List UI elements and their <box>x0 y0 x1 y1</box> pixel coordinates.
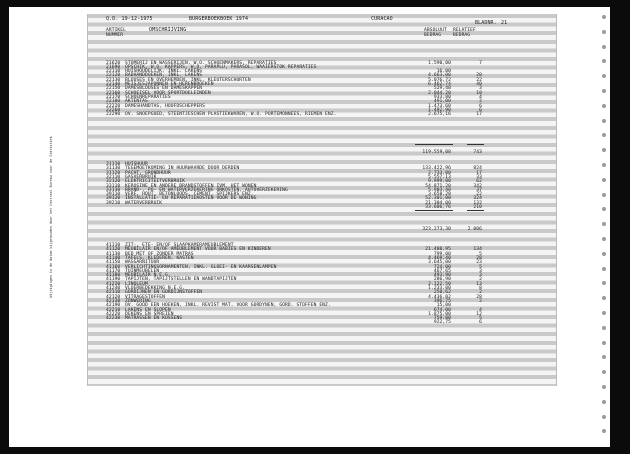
row-code: 42110 <box>106 290 121 296</box>
row-absolute: 724,00 <box>433 264 451 270</box>
row-description: INSTALLATIE- EN REPARATIEKOSTEN VOOR DE WONING <box>125 196 257 202</box>
row-absolute: 4.663,00 <box>428 73 451 79</box>
row-code: 33110 <box>106 183 121 189</box>
row-code: 32110 <box>106 174 121 180</box>
row-description: VERLICHTINGSORNAMENTEN, INKL. GLOEI- EN KAARSENLAMPEN <box>125 264 277 270</box>
feed-hole <box>602 281 606 285</box>
column-code-header: ARTIKEL NUMMER <box>106 28 127 38</box>
row-relative: 33 <box>476 174 482 180</box>
row-code: 41160 <box>106 264 121 270</box>
row-description: DAMESHANDTAS, HOOFDSCHEPPERS <box>125 103 206 109</box>
feed-hole <box>602 193 606 197</box>
feed-hole <box>602 207 606 211</box>
row-code: 41220 <box>106 281 121 287</box>
row-code: 41190 <box>106 277 121 283</box>
row-relative: 17 <box>476 112 482 118</box>
row-code: 21620 <box>106 60 121 66</box>
feed-hole <box>602 355 606 359</box>
row-description: BLOUSES EN OVERHEMDEN, INKL. KLEUTERSCHORTEN <box>125 77 251 83</box>
feed-hole <box>602 15 606 19</box>
row-code: 39120 <box>106 196 121 202</box>
feed-hole <box>602 89 606 93</box>
row-description: OPSCHIK, W.O. KAPPERS, W.O. PARAPLU, PARASOL, WAAIERSTOK REPARATIES <box>125 64 317 70</box>
row-absolute: 1.875,00 <box>428 311 451 317</box>
row-code: 41240 <box>106 286 121 291</box>
row-code: 22110 <box>106 69 121 75</box>
row-relative: 6 <box>479 320 482 326</box>
row-code: 22140 <box>106 82 121 87</box>
row-absolute: 4.469,40 <box>428 255 451 261</box>
row-relative: 7 <box>479 60 482 66</box>
feed-hole <box>602 429 606 433</box>
tractor-feed-holes <box>598 7 610 447</box>
row-relative: 6 <box>479 103 482 109</box>
row-absolute: 1.492,90 <box>428 107 451 113</box>
row-code: 22290 <box>106 112 121 118</box>
row-description: LAKENS EN SLOPEN <box>125 307 171 313</box>
total-rule <box>467 144 484 145</box>
row-code: 22170 <box>106 94 121 100</box>
column-relative-header: RELATIEF BEDRAG <box>453 28 476 38</box>
row-description: TUINMEUBELEN <box>125 268 160 274</box>
row-description: ZIT-, ETE- EN/OF SLAAPKAMERAMEUBLEMENT <box>125 243 234 248</box>
row-absolute: 799,00 <box>433 251 451 257</box>
row-code: 42120 <box>106 294 121 300</box>
scanned-sheet <box>9 7 610 447</box>
row-absolute: 2.044,20 <box>428 90 451 96</box>
row-absolute: 396,75 <box>433 298 451 304</box>
row-absolute: 21.480,95 <box>425 247 451 253</box>
feed-hole <box>602 222 606 226</box>
row-absolute: 6.462,74 <box>428 82 451 87</box>
total-rule <box>415 144 453 145</box>
feed-hole <box>602 341 606 345</box>
row-description: GORDIJNEN EN GORDIJNSTOFFEN <box>125 290 203 296</box>
row-absolute: 5.557,13 <box>428 174 451 180</box>
feed-hole <box>602 30 606 34</box>
row-relative: 4 <box>479 307 482 313</box>
feed-hole <box>602 178 606 182</box>
row-relative: 18 <box>476 90 482 96</box>
row-code: 22160 <box>106 90 121 96</box>
header-place: CURACAO <box>371 16 393 22</box>
row-relative: 22 <box>476 77 482 83</box>
row-code: 41150 <box>106 260 121 266</box>
row-code: 39210 <box>106 200 121 206</box>
row-relative: 2 <box>479 290 482 296</box>
column-description-header: OMSCHRIJVING <box>149 27 187 33</box>
row-absolute: 529,40 <box>433 86 451 92</box>
row-relative: 13 <box>476 281 482 287</box>
column-absolute-header: ABSOLUUT BEDRAG <box>424 28 447 38</box>
row-relative: 40 <box>476 82 482 87</box>
row-description: VITRAGESTOFFEN <box>125 294 166 300</box>
row-description: DEKENS EN SPREIEN <box>125 311 174 317</box>
row-relative: 3 <box>479 268 482 274</box>
row-absolute: 286,90 <box>433 277 451 283</box>
row-code: 22130 <box>106 77 121 83</box>
row-absolute: 16,00 <box>436 69 451 75</box>
row-relative: 17 <box>476 170 482 176</box>
row-absolute: 4.436,02 <box>428 294 451 300</box>
feed-hole <box>602 148 606 152</box>
row-relative: 824 <box>473 166 482 172</box>
row-relative: 22 <box>476 192 482 198</box>
group-total-absolute: 119.559,08 <box>422 150 451 155</box>
row-absolute: 2.675,16 <box>428 112 451 118</box>
row-relative: 3 <box>479 86 482 92</box>
row-absolute: 21.304,00 <box>425 200 451 206</box>
row-relative: 5 <box>479 316 482 322</box>
row-absolute: 250,62 <box>433 290 451 296</box>
row-description: STOMERIJ EN WASSERIJEN, W.O. SCHOENMAKERS, REPARATIES <box>125 60 277 66</box>
row-absolute: 2.122,50 <box>428 281 451 287</box>
row-absolute: 9.999,00 <box>428 179 451 185</box>
row-absolute: 3.658,28 <box>428 192 451 198</box>
row-description: TEGEMOETKOMING IN HUURWAARDE DOOR DERDEN <box>125 166 240 172</box>
row-relative: 37 <box>476 187 482 193</box>
row-description: GASVERBRUIK <box>125 174 157 180</box>
row-code: 41170 <box>106 268 121 274</box>
row-relative: 2 <box>479 298 482 304</box>
row-relative: 2 <box>479 99 482 105</box>
row-description: PACHT, GRONDHUUR <box>125 170 171 176</box>
printout-paper <box>87 14 557 386</box>
row-description: SCHOENREPARATIES <box>125 94 171 100</box>
row-description: WASGARNITUUR <box>125 260 160 266</box>
row-code: 32120 <box>106 179 121 185</box>
row-description: VLOERBEDEKKING N.E.G. <box>125 286 186 291</box>
row-code: 33130 <box>106 187 121 193</box>
row-code: 41130 <box>106 251 121 257</box>
feed-hole <box>602 45 606 49</box>
row-relative: 8 <box>479 286 482 291</box>
row-code: 42210 <box>106 307 121 313</box>
row-relative: 342 <box>473 183 482 189</box>
row-code: 42230 <box>106 316 121 322</box>
feed-hole <box>602 74 606 78</box>
row-description: OV. SNOEPGOED, STEENTJESCHEN PLASTIEKWAREN, W.O. PORTEMONNEES, RIEMEN ENZ. <box>125 112 337 118</box>
row-absolute: 491,00 <box>433 99 451 105</box>
row-absolute: 33.606,76 <box>425 205 451 210</box>
row-absolute: 674,00 <box>433 307 451 313</box>
row-description: AKTENTAS <box>125 99 148 105</box>
row-code: 41180 <box>106 273 121 279</box>
row-description: TAFELS, KLEDEREN, KASTEN <box>125 255 194 261</box>
group-total-absolute: 323.273,30 <box>422 227 451 232</box>
row-relative: 28 <box>476 255 482 261</box>
row-relative: 2 <box>479 277 482 283</box>
feed-hole <box>602 119 606 123</box>
group-total-relative: 743 <box>473 150 482 155</box>
row-absolute: 15,00 <box>436 303 451 309</box>
feed-hole <box>602 267 606 271</box>
feed-hole <box>602 415 606 419</box>
row-description: MEUBILAIR N.E.G. <box>125 273 171 279</box>
row-absolute: 493,90 <box>433 273 451 279</box>
row-relative: 3 <box>479 273 482 279</box>
row-description: WATERVERBRUIK <box>125 200 163 206</box>
page-label: BLADNR. <box>475 20 497 26</box>
row-code: 41140 <box>106 255 121 261</box>
row-relative: 324 <box>473 196 482 202</box>
row-description: BRAND-, PO- EN WATERVERZEKERING ONKOSTEN, AUTOVERZEKERING <box>125 187 288 193</box>
row-description: LINOLEUM <box>125 281 148 287</box>
row-absolute: 5.903,40 <box>428 187 451 193</box>
row-code: 22150 <box>106 86 121 92</box>
row-code: 31130 <box>106 166 121 172</box>
row-code: 41110 <box>106 243 121 248</box>
row-description: DAMESBLOUSES EN DAMESKAPPEN <box>125 86 203 92</box>
row-description: SCHOEISEL VOOR SPORTDOELEINDEN <box>125 90 211 96</box>
row-absolute: 54.871,20 <box>425 183 451 189</box>
row-code: 39110 <box>106 192 121 198</box>
row-code: 22260 <box>106 107 121 113</box>
side-note: Wijzigingen in de datum bijgehouden door het Centraal Bureau voor de Statistiek <box>49 136 53 298</box>
row-code: 22180 <box>106 99 121 105</box>
row-absolute: 133.422,96 <box>422 166 451 172</box>
row-description: MATRASSEN EN KUSSENS <box>125 316 183 322</box>
row-description: ZONWERING <box>125 298 151 304</box>
total-rule <box>415 210 453 211</box>
row-description: HUISHOUDELIJK, INKL. LAKENS <box>125 69 203 75</box>
row-code: 41120 <box>106 247 121 253</box>
row-code: 31120 <box>106 170 121 176</box>
row-code: 42190 <box>106 303 121 309</box>
row-absolute: 3.645,00 <box>428 260 451 266</box>
row-relative: 5 <box>479 264 482 270</box>
feed-hole <box>602 237 606 241</box>
row-description: BED MET OF ZONDER MATRAS <box>125 251 194 257</box>
row-code: 42130 <box>106 298 121 304</box>
row-relative: 12 <box>476 311 482 317</box>
row-description: VERF, HOUT, BETONLOODS, CEMENT, SPIJKERS ENZ. <box>125 192 254 198</box>
row-description: MEISJESJAPONNEN EN HERENBROEKEN <box>125 82 214 87</box>
feed-hole <box>602 311 606 315</box>
header-title: BURGERBOEKBOEK 1974 <box>189 16 249 22</box>
row-description: TAPIJTEN, TAPIJTSTELLEN EN WANDTAPIJTEN <box>125 277 237 283</box>
row-absolute: 1.590,00 <box>428 60 451 66</box>
feed-hole <box>602 400 606 404</box>
feed-hole <box>602 59 606 63</box>
row-relative: 4 <box>479 94 482 100</box>
row-absolute: 1.233,00 <box>428 286 451 291</box>
feed-hole <box>602 370 606 374</box>
row-relative: 23 <box>476 260 482 266</box>
row-absolute: 1.473,60 <box>428 103 451 109</box>
row-relative: 210 <box>473 205 482 210</box>
page-number: 21 <box>501 20 508 26</box>
row-absolute: 2.733,00 <box>428 170 451 176</box>
row-code: 22120 <box>106 73 121 79</box>
row-description: MEUBILAIR EN/OF AMEUBLEMENT VOOR BABIES EN KINDEREN <box>125 247 271 253</box>
row-absolute: 467,65 <box>433 268 451 274</box>
row-absolute: 5.076,72 <box>428 77 451 83</box>
group-total-relative: 2.006 <box>467 227 482 232</box>
row-description: KEROSINE EN ANDERE BRANDSTOFFEN IVM. HET WONEN <box>125 183 257 189</box>
row-absolute: 52.301,00 <box>425 196 451 202</box>
feed-hole <box>602 296 606 300</box>
feed-hole <box>602 163 606 167</box>
feed-hole <box>602 252 606 256</box>
row-absolute: 933,80 <box>433 94 451 100</box>
row-relative: 28 <box>476 294 482 300</box>
row-code: 22220 <box>106 103 121 109</box>
row-absolute: 922,75 <box>433 320 451 326</box>
feed-hole <box>602 385 606 389</box>
row-description: BADHANDDOEKEN, INKL. LAKENS <box>125 73 203 79</box>
feed-hole <box>602 326 606 330</box>
row-relative: 62 <box>476 179 482 185</box>
row-code: 31110 <box>106 162 121 167</box>
feed-hole <box>602 104 606 108</box>
row-description: ELEKTRICITEITVERBRUIK <box>125 179 186 185</box>
header-date: Q.D. 19-12-1975 <box>106 16 153 22</box>
row-relative: 134 <box>473 247 482 253</box>
row-description: OV. GOOD EEN HOEKEN, INKL. REVIST MAT. VOOR GORDYNEN, GORD. STOFFEN ENZ. <box>125 303 331 309</box>
row-description: HUISHUUR <box>125 162 148 167</box>
total-rule <box>467 210 484 211</box>
row-absolute: 759,00 <box>433 316 451 322</box>
row-code: 42220 <box>106 311 121 317</box>
row-code: 21690 <box>106 64 121 70</box>
row-relative: 20 <box>476 73 482 79</box>
row-relative: 132 <box>473 200 482 206</box>
row-relative: 6 <box>479 107 482 113</box>
row-relative: 5 <box>479 251 482 257</box>
feed-hole <box>602 133 606 137</box>
